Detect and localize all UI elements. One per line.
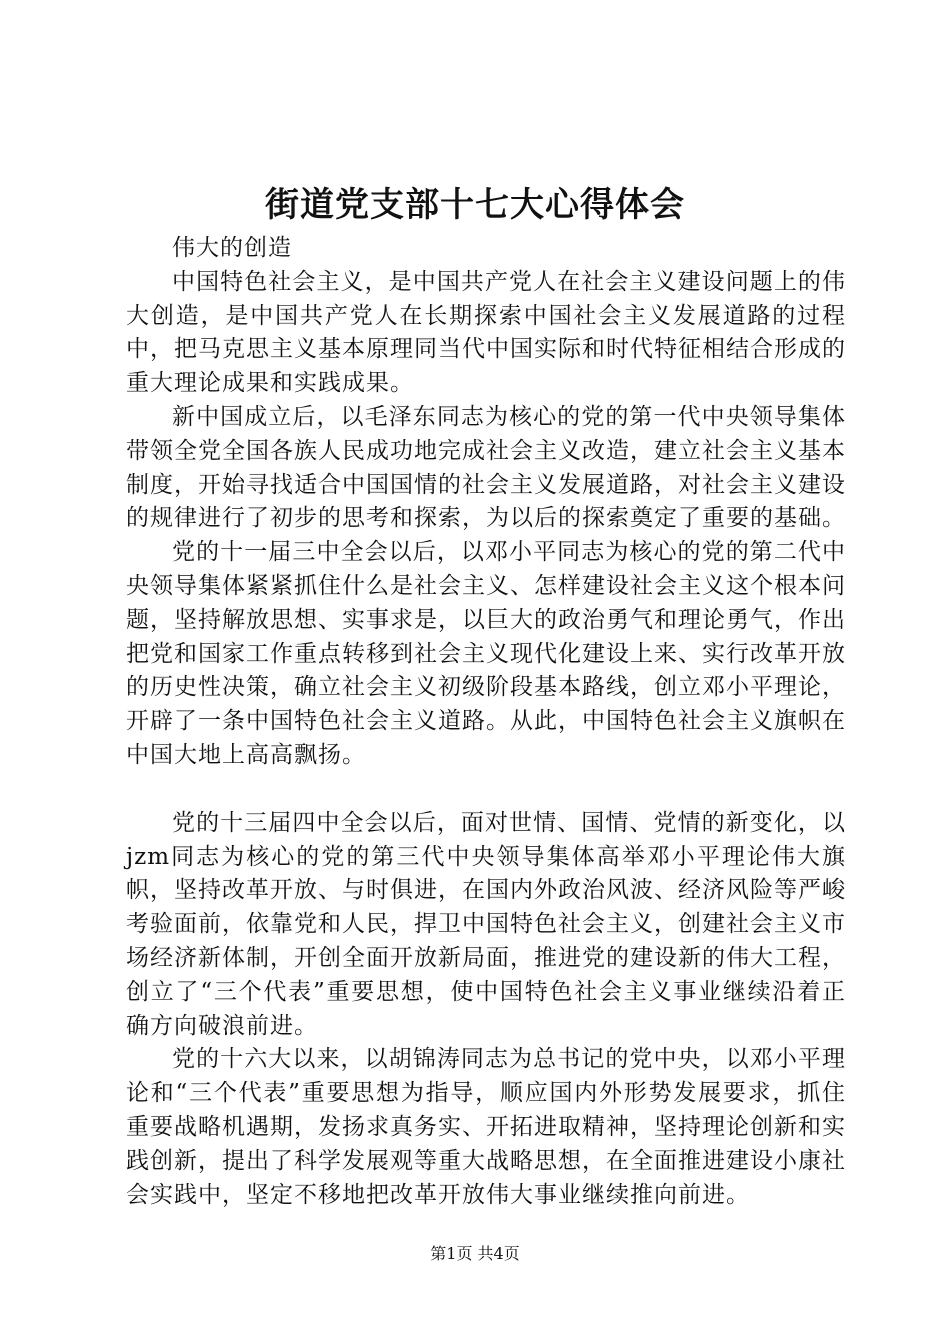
section-heading: 伟大的创造	[172, 235, 292, 261]
page-footer: 第1页 共4页	[430, 1244, 520, 1263]
paragraph: 新中国成立后，以毛泽东同志为核心的党的第一代中央领导集体带领全党全国各族人民成功地完成社会主义改造，建立社会主义基本制度，开始寻找适合中国国情的社会主义发展道路，对社会主义建设的规律进行了初步的思考和探索，为以后的探索奠定了重要的基础。	[126, 403, 846, 532]
paragraph: 党的十一届三中全会以后，以邓小平同志为核心的党的第二代中央领导集体紧紧抓住什么是社会主义、怎样建设社会主义这个根本问题，坚持解放思想、实事求是，以巨大的政治勇气和理论勇气，作出把党和国家工作重点转移到社会主义现代化建设上来、实行改革开放的历史性决策，确立社会主义初级阶段基本路线，创立邓小平理论，开辟了一条中国特色社会主义道路。从此，中国特色社会主义旗帜在中国大地上高高飘扬。	[126, 539, 846, 768]
paragraph-spacer	[126, 773, 846, 807]
paragraph: 党的十六大以来，以胡锦涛同志为总书记的党中央，以邓小平理论和“三个代表”重要思想为指导，顺应国内外形势发展要求，抓住重要战略机遇期，发扬求真务实、开拓进取精神，坚持理论创新和实践创新，提出了科学发展观等重大战略思想，在全面推进建设小康社会实践中，坚定不移地把改革开放伟大事业继续推向前进。	[126, 1046, 846, 1208]
paragraph: 中国特色社会主义，是中国共产党人在社会主义建设问题上的伟大创造，是中国共产党人在长期探索中国社会主义发展道路的过程中，把马克思主义基本原理同当代中国实际和时代特征相结合形成的重大理论成果和实践成果。	[126, 268, 846, 397]
document-body	[126, 232, 846, 1212]
document-title: 街道党支部十七大心得体会	[265, 185, 685, 225]
paragraph: 党的十三届四中全会以后，面对世情、国情、党情的新变化，以jzm同志为核心的党的第三代中央领导集体高举邓小平理论伟大旗帜，坚持改革开放、与时俱进，在国内外政治风波、经济风险等严峻考验面前，依靠党和人民，捍卫中国特色社会主义，创建社会主义市场经济新体制，开创全面开放新局面，推进党的建设新的伟大工程，创立了“三个代表”重要思想，使中国特色社会主义事业继续沿着正确方向破浪前进。	[126, 809, 846, 1039]
